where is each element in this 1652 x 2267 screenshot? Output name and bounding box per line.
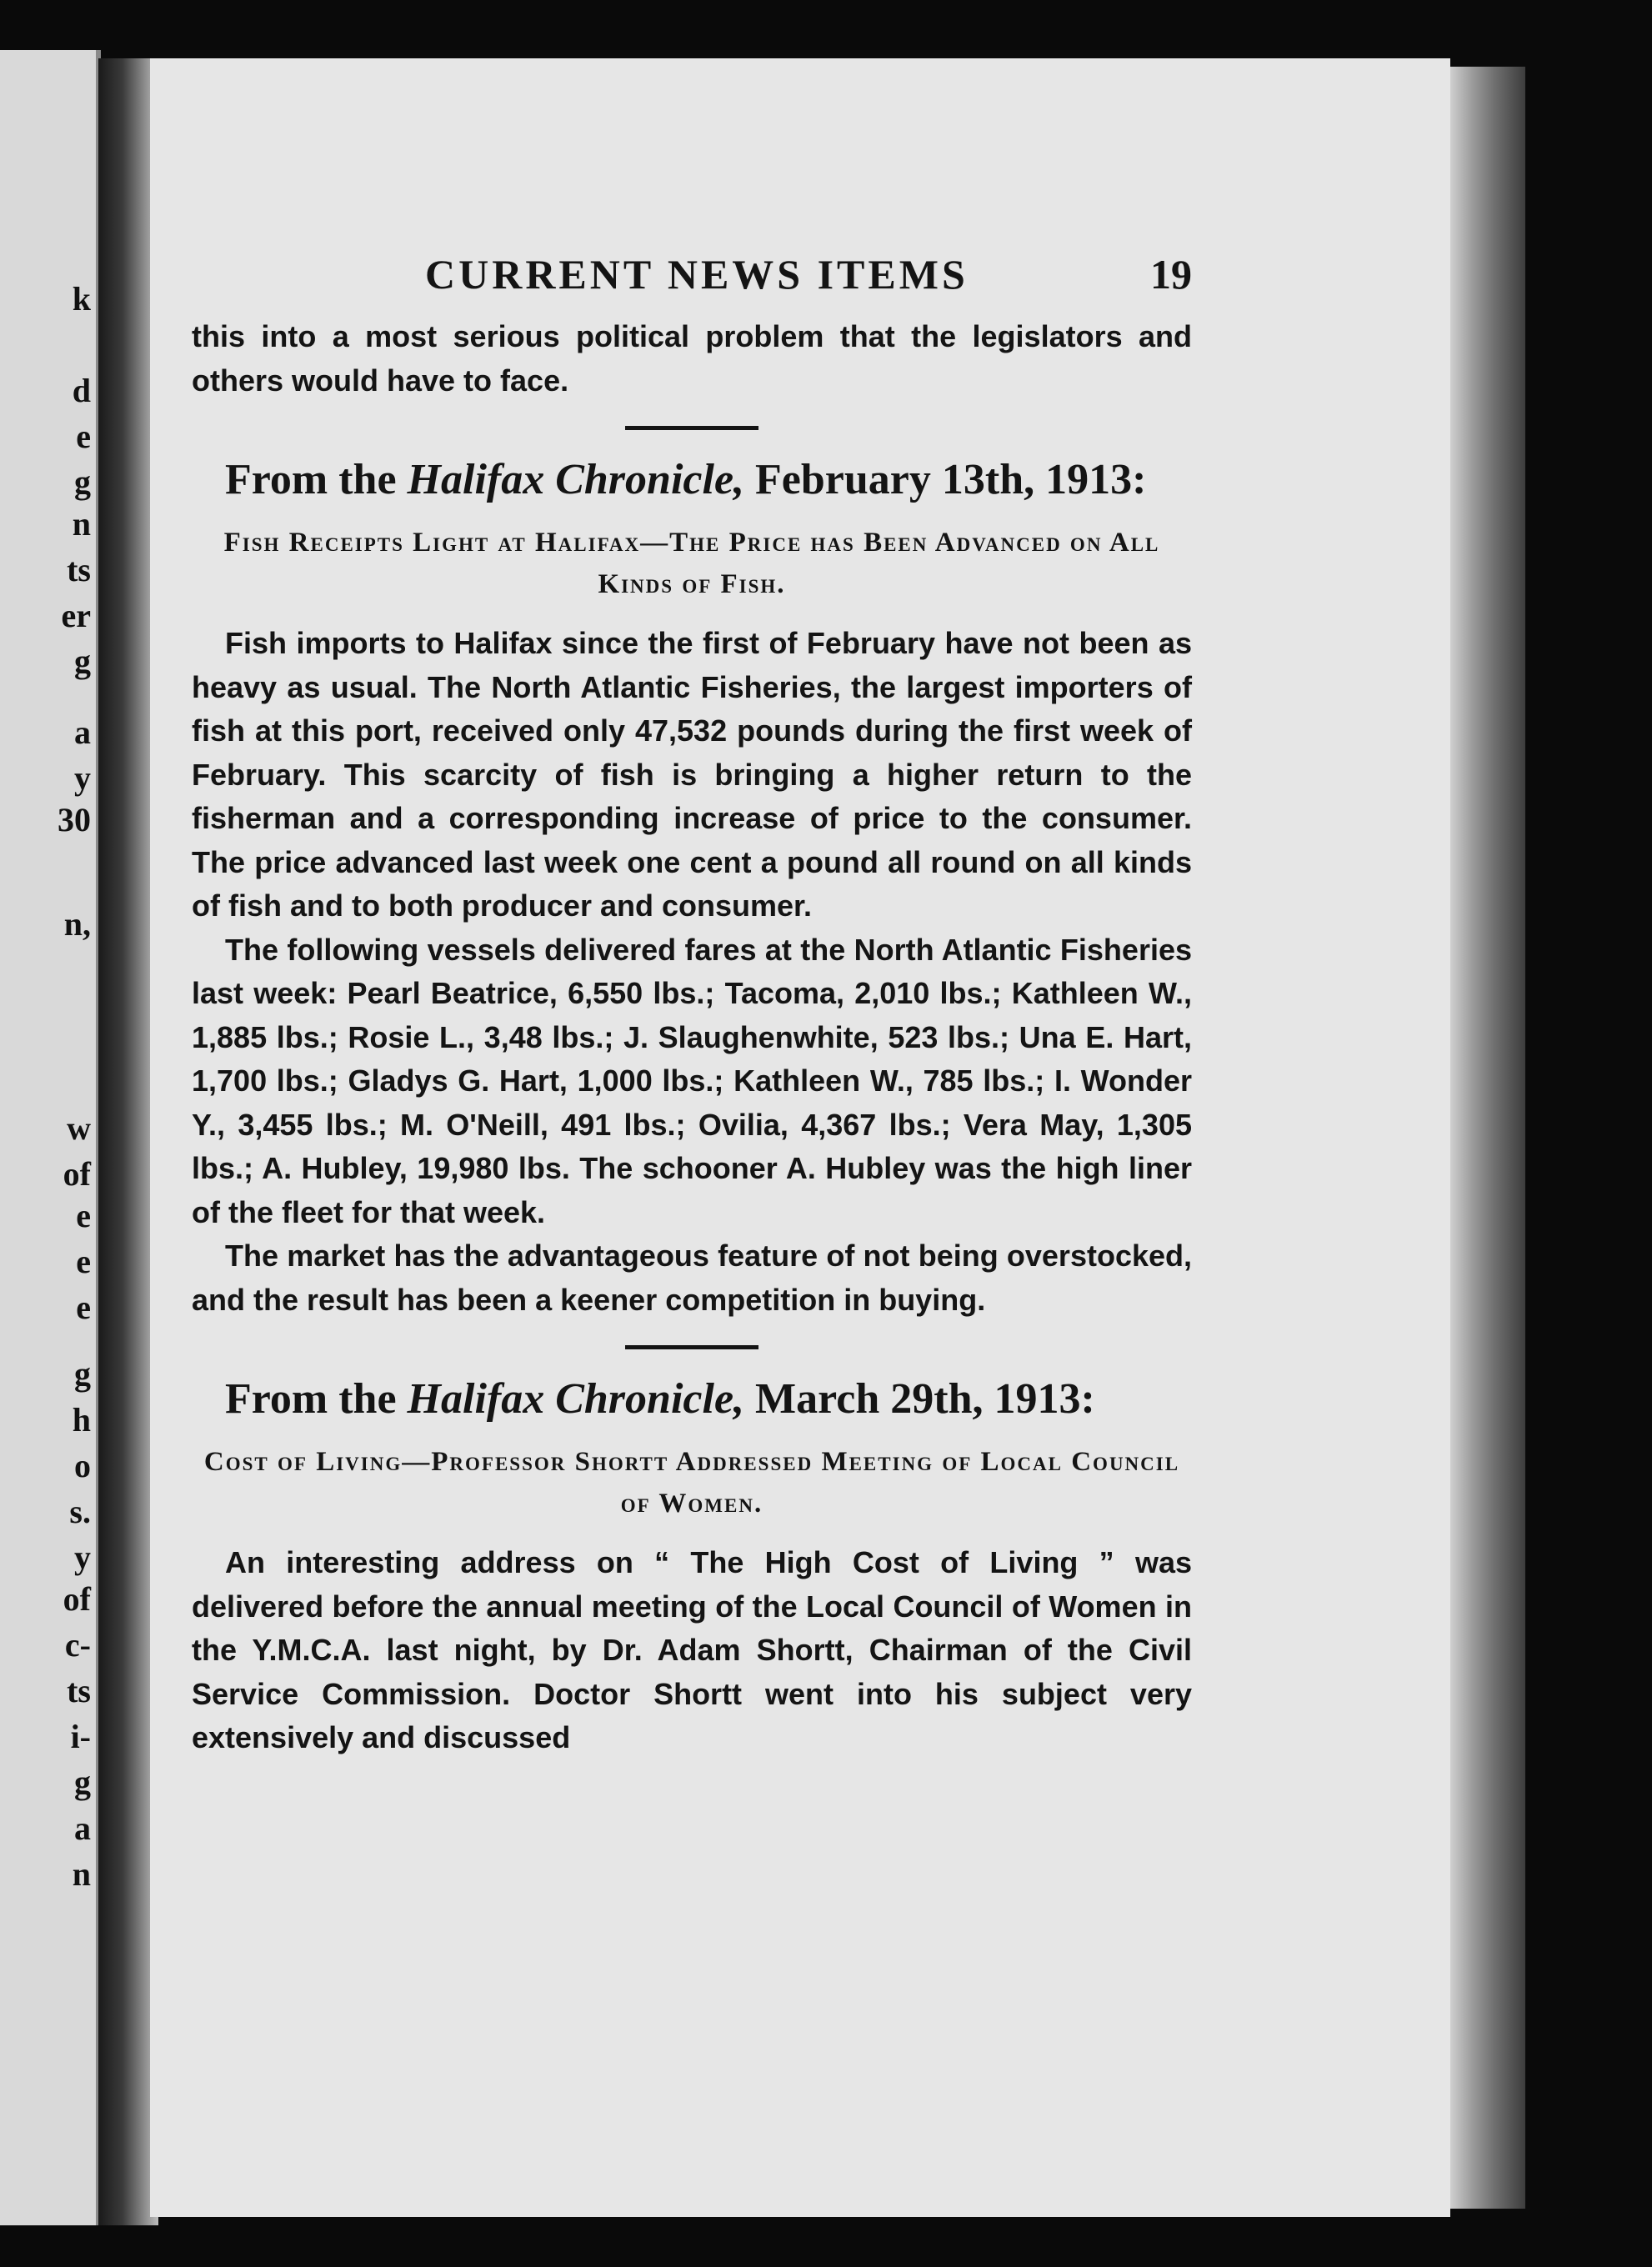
article2-source [192,1374,1192,1424]
page-stack-edge [1450,67,1525,2209]
facing-page-fragment: 30 [58,801,91,838]
article1-headline: Fish Receipts Light at Halifax—The Price has Been Advanced on All Kinds of Fish. [223,528,1160,599]
facing-page-fragment: n [72,1855,91,1893]
facing-page-fragment: i- [70,1718,91,1755]
facing-page-fragment: a [74,1809,91,1847]
facing-page-fragment: g [74,643,91,680]
facing-page-fragment: e [76,1197,91,1234]
facing-page-fragment: e [76,1289,91,1326]
facing-page-fragment: of [63,1580,91,1618]
running-title: CURRENT NEWS ITEMS [425,251,969,298]
page-text [192,250,1192,1760]
article2-headline: Cost of Living—Professor Shortt Addressed Meeting of Local Council of Women. [203,1447,1180,1519]
facing-page-fragment: w [67,1109,91,1147]
article1-source-prefix: From the [225,456,408,503]
facing-page-fragment: c- [64,1626,91,1664]
facing-page-fragment: n [72,505,91,543]
facing-page-fragment: a [74,713,91,751]
article2-paragraph-1: An interesting address on “ The High Cost of Living ” was delivered before the annual meeting of the Local Council of Women in the Y.M.C.A. last night, by Dr. Adam Shortt, Chairman of the Civil Service Commission. Doctor Shortt went into his subject very extensively and discussed [192,1545,1192,1754]
facing-page-fragment: ts [67,1672,91,1709]
facing-page-edge [0,50,101,2225]
facing-page-fragment: ts [67,551,91,588]
facing-page-fragment: h [72,1401,91,1439]
facing-page-fragment: o [74,1447,91,1484]
facing-page-fragment: y [74,759,91,797]
facing-page-fragment: d [72,372,91,409]
facing-page-fragment: n, [63,905,91,943]
article1-source [192,455,1192,505]
facing-page-fragment: of [63,1155,91,1193]
article2-source-name: Halifax Chronicle, [407,1375,745,1423]
article1-paragraph-1: Fish imports to Halifax since the first of February have not been as heavy as usual. The North Atlantic Fisheries, the largest importers of fish at this port, received only 47,532 pounds during the first week of February. This scarcity of fish is bringing a higher return to the fisherman and a corresponding increase of price to the consumer. The price advanced last week one cent a pound all round on all kinds of fish and to both producer and consumer. [192,626,1192,923]
section-rule [625,1345,758,1349]
facing-page-fragment: er [61,597,91,634]
facing-page-fragment: g [74,463,91,501]
article1-source-name: Halifax Chronicle, [407,456,745,503]
page-number: 19 [1150,251,1192,298]
facing-page-fragment: k [72,280,91,318]
continued-paragraph: this into a most serious political problem that the legislators and others would have to face. [192,319,1192,398]
facing-page-fragment: s. [69,1493,91,1530]
facing-page-fragment: e [76,1243,91,1280]
facing-page-fragment: y [74,1539,91,1576]
facing-page-fragment: g [74,1355,91,1393]
facing-page-fragment: e [76,418,91,455]
running-head [225,250,1192,300]
article1-paragraph-2: The following vessels delivered fares at the North Atlantic Fisheries last week: Pearl Beatrice, 6,550 lbs.; Tacoma, 2,010 lbs.; Kathleen W., 1,885 lbs.; Rosie L., 3,48 lbs.; J. Slaughenwhite, 523 lbs.; Una E. Hart, 1,700 lbs.; Gladys G. Hart, 1,000 lbs.; Kathleen W., 785 lbs.; I. Wonder Y., 3,455 lbs.; M. O'Neill, 491 lbs.; Ovilia, 4,367 lbs.; Vera May, 1,305 lbs.; A. Hubley, 19,980 lbs. The schooner A. Hubley was the high liner of the fleet for that week. [192,932,1192,1229]
article1-paragraph-3: The market has the advantageous feature of not being overstocked, and the result has been a keener competition in buying. [192,1239,1192,1317]
article2-source-date: March 29th, 1913: [744,1375,1095,1423]
section-rule [625,426,758,430]
facing-page-fragment: g [74,1764,91,1801]
article2-source-prefix: From the [225,1375,408,1423]
article1-source-date: February 13th, 1913: [744,456,1147,503]
